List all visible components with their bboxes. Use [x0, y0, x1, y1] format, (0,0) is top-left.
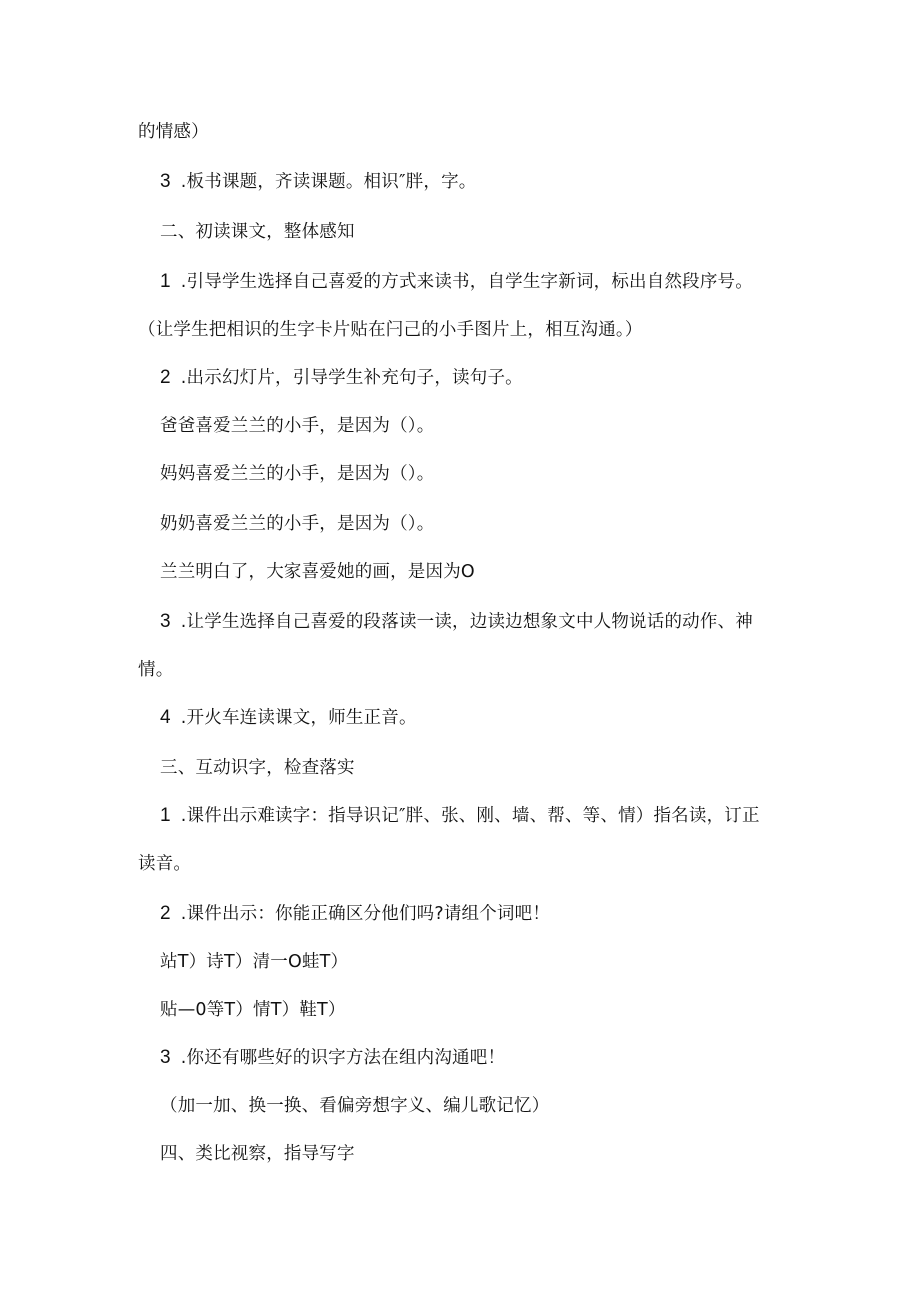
line-text: （加一加、换一换、看偏旁想字义、编儿歌记忆）: [160, 1096, 550, 1116]
line-text: 读音。: [138, 854, 192, 874]
text-line: [160, 1094, 549, 1118]
line-text: .课件出示：你能正确区分他们吗?请组个词吧！: [180, 904, 551, 924]
line-text: 站T）诗T）清一O蛙T）: [160, 952, 349, 972]
text-line: [138, 852, 191, 876]
text-line: [160, 560, 475, 584]
item-number: 4: [160, 707, 171, 728]
text-line: [160, 998, 346, 1022]
numbered-item: [160, 270, 753, 294]
text-line: [138, 120, 209, 144]
text-line: [138, 318, 643, 342]
line-text: 四、类比视察，指导写字: [160, 1144, 355, 1164]
line-text: 三、互动识字，检查落实: [160, 758, 355, 778]
item-number: 3: [160, 171, 171, 192]
line-text: 妈妈喜爱兰兰的小手，是因为（）。: [160, 464, 435, 484]
line-text: .出示幻灯片，引导学生补充句子，读句子。: [180, 368, 523, 388]
item-number: 2: [160, 903, 171, 924]
text-line: [138, 658, 173, 682]
item-number: 1: [160, 805, 171, 826]
section-heading: [160, 1142, 355, 1166]
text-line: [160, 512, 434, 536]
item-number: 2: [160, 367, 171, 388]
numbered-item: [160, 1046, 505, 1070]
numbered-item: [160, 366, 523, 390]
text-line: [160, 950, 348, 974]
line-text: .课件出示难读字：指导识记″胖、张、刚、墙、帮、等、情）指名读，订正: [180, 806, 760, 826]
line-text: .开火车连读课文，师生正音。: [180, 708, 417, 728]
line-text: .让学生选择自己喜爱的段落读一读，边读边想象文中人物说话的动作、神: [180, 612, 753, 632]
numbered-item: [160, 610, 753, 634]
numbered-item: [160, 804, 760, 828]
item-number: 3: [160, 611, 171, 632]
line-text: 情。: [138, 660, 174, 680]
section-heading: [160, 756, 355, 780]
item-number: 3: [160, 1047, 171, 1068]
text-line: [160, 462, 434, 486]
line-text: 的情感）: [138, 122, 209, 142]
section-heading: [160, 220, 355, 244]
line-text: 兰兰明白了，大家喜爱她的画，是因为O: [160, 562, 475, 582]
line-text: 二、初读课文，整体感知: [160, 222, 355, 242]
numbered-item: [160, 706, 417, 730]
text-line: [160, 414, 434, 438]
line-text: .你还有哪些好的识字方法在组内沟通吧！: [180, 1048, 506, 1068]
numbered-item: [160, 170, 476, 194]
line-text: .板书课题，齐读课题。相识″胖，字。: [180, 172, 477, 192]
line-text: 奶奶喜爱兰兰的小手，是因为（）。: [160, 514, 435, 534]
numbered-item: [160, 902, 550, 926]
line-text: .引导学生选择自己喜爱的方式来读书，自学生字新词，标出自然段序号。: [180, 272, 753, 292]
line-text: （让学生把相识的生字卡片贴在闩己的小手图片上，相互沟通。）: [138, 320, 643, 340]
line-text: 爸爸喜爱兰兰的小手，是因为（）。: [160, 416, 435, 436]
item-number: 1: [160, 271, 171, 292]
line-text: 贴—0等T）情T）鞋T）: [160, 1000, 346, 1020]
